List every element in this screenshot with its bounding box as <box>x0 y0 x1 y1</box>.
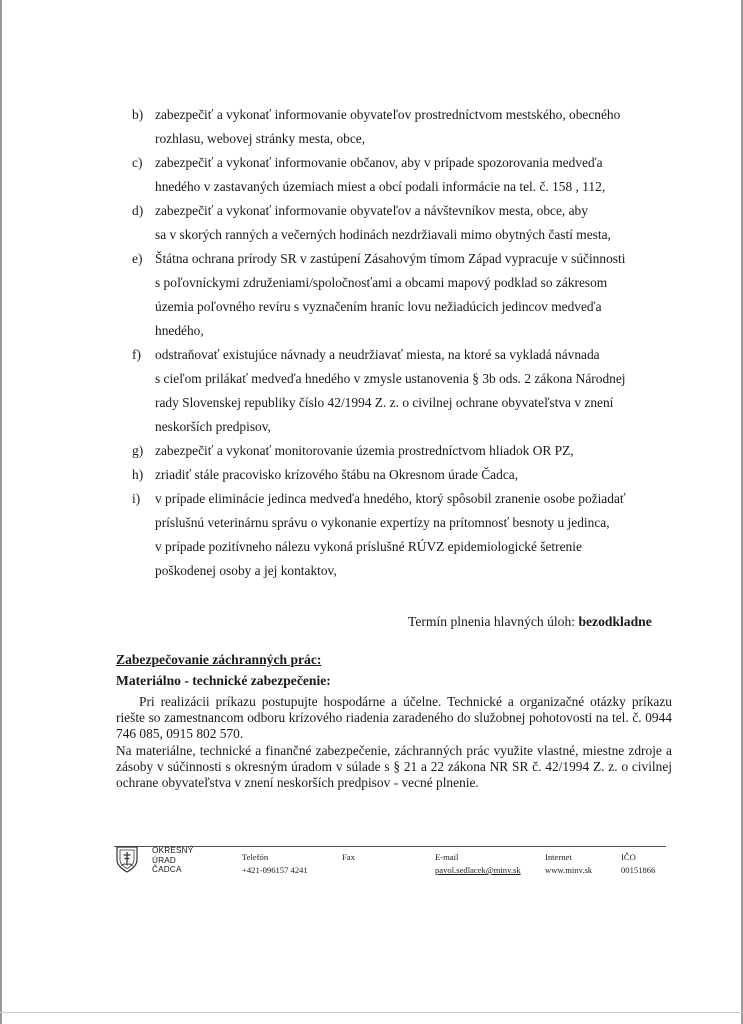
list-item <box>132 151 672 199</box>
list-item-line: v prípade eliminácie jedinca medveďa hnedého, ktorý spôsobil zranenie osobe požiadať <box>155 491 626 506</box>
bottom-rule <box>0 1012 743 1013</box>
list-item-line: odstraňovať existujúce návnady a neudržiavať miesta, na ktoré sa vykladá návnada <box>155 347 600 362</box>
coat-of-arms-icon <box>116 846 138 873</box>
footer-rule <box>114 846 666 847</box>
deadline-label: Termín plnenia hlavných úloh: <box>408 614 576 629</box>
subheading: Materiálno - technické zabezpečenie: <box>116 673 331 688</box>
deadline-value: bezodkladne <box>578 614 652 629</box>
list-item <box>132 103 672 151</box>
list-item-line: hnedého, <box>155 323 204 338</box>
list-item-line: príslušnú veterinárnu správu o vykonanie expertízy na prítomnosť besnoty u jedinca, <box>155 515 610 530</box>
list-item-line: zabezpečiť a vykonať informovanie obyvateľov prostredníctvom mestského, obecného <box>155 107 621 122</box>
list-item <box>132 487 672 583</box>
list-marker: h) <box>132 467 144 482</box>
list-marker: c) <box>132 155 143 170</box>
ico-label: IČO <box>621 852 636 862</box>
list-item <box>132 463 672 487</box>
footer-fax <box>342 851 355 864</box>
office-line: OKRESNÝ <box>152 846 194 855</box>
list-item-line: zabezpečiť a vykonať monitorovanie územia prostredníctvom hliadok OR PZ, <box>155 443 574 458</box>
list-item-line: neskorších predpisov, <box>155 419 271 434</box>
list-item-line: zriadiť stále pracovisko krízového štábu na Okresnom úrade Čadca, <box>155 467 519 482</box>
email-link[interactable]: pavol.sedlacek@minv.sk <box>435 865 521 875</box>
footer-internet <box>545 851 592 877</box>
footer-phone <box>242 851 308 877</box>
list-marker: e) <box>132 251 143 266</box>
list-item-line: rady Slovenskej republiky číslo 42/1994 Z. z. o civilnej ochrane obyvateľstva v znení <box>155 395 614 410</box>
list-marker: b) <box>132 107 144 122</box>
list-item-line: s cieľom prilákať medveďa hnedého v zmysle ustanovenia § 3b ods. 2 zákona Národnej <box>155 371 626 386</box>
list-item-line: v prípade pozitívneho nálezu vykoná príslušné RÚVZ epidemiologické šetrenie <box>155 539 582 554</box>
page-edge-left <box>0 0 2 1024</box>
list-marker: f) <box>132 347 141 362</box>
phone-value: +421-096157 4241 <box>242 865 308 875</box>
list-item-line: zabezpečiť a vykonať informovanie občanov, aby v prípade spozorovania medveďa <box>155 155 603 170</box>
paragraph-resources: Na materiálne, technické a finančné zabezpečenie, záchranných prác využite vlastné, miestne zdroje a zásoby v súčinnosti s okresným úradom v súlade s § 21 a 22 zákona NR SR č. 42/1994 Z. z. o civilnej ochrane obyvateľstva v znení neskorších predpisov - vecné plnenie. <box>116 742 672 791</box>
list-item-line: rozhlasu, webovej stránky mesta, obce, <box>155 131 366 146</box>
internet-label: Internet <box>545 852 572 862</box>
section-heading: Zabezpečovanie záchranných prác: <box>116 652 322 667</box>
list-marker: i) <box>132 491 141 506</box>
task-list <box>132 103 672 583</box>
office-line: ČADCA <box>152 865 182 874</box>
list-item <box>132 343 672 439</box>
footer-ico <box>621 851 655 877</box>
deadline-line <box>408 612 652 632</box>
list-item-line: Štátna ochrana prírody SR v zastúpení Zásahovým tímom Západ vypracuje v súčinnosti <box>155 251 626 266</box>
paragraph-implementation: Pri realizácii príkazu postupujte hospodárne a účelne. Technické a organizačné otázky príkazu riešte so zamestnancom odboru krízového riadenia zaradeného do služobnej pohotovosti na tel. č. 0944 746 085, 0915 802 570. <box>116 694 672 742</box>
body-text <box>116 694 672 791</box>
internet-link[interactable]: www.minv.sk <box>545 865 593 875</box>
list-item-line: hnedého v zastavaných územiach miest a obcí podali informácie na tel. č. 158 , 112, <box>155 179 606 194</box>
footer-email <box>435 851 521 877</box>
office-name <box>152 846 193 875</box>
phone-label: Telefón <box>242 852 269 862</box>
fax-label: Fax <box>342 852 355 862</box>
list-item <box>132 247 672 343</box>
office-line: ÚRAD <box>152 855 176 865</box>
list-item-line: zabezpečiť a vykonať informovanie obyvateľov a návštevníkov mesta, obce, aby <box>155 203 588 218</box>
list-item-line: s poľovníckymi združeniami/spoločnosťami a obcami mapový podklad so zákresom <box>155 275 608 290</box>
list-item <box>132 439 672 463</box>
list-item-line: poškodenej osoby a jej kontaktov, <box>155 563 337 578</box>
list-marker: g) <box>132 443 144 458</box>
list-item-line: sa v skorých ranných a večerných hodinách nezdržiavali mimo obytných častí mesta, <box>155 227 611 242</box>
list-item-line: územia poľovného revíru s vyznačením hraníc lovu nežiadúcich jedincov medveďa <box>155 299 602 314</box>
email-label: E-mail <box>435 852 459 862</box>
list-item <box>132 199 672 247</box>
list-marker: d) <box>132 203 144 218</box>
ico-value: 00151866 <box>621 865 656 875</box>
